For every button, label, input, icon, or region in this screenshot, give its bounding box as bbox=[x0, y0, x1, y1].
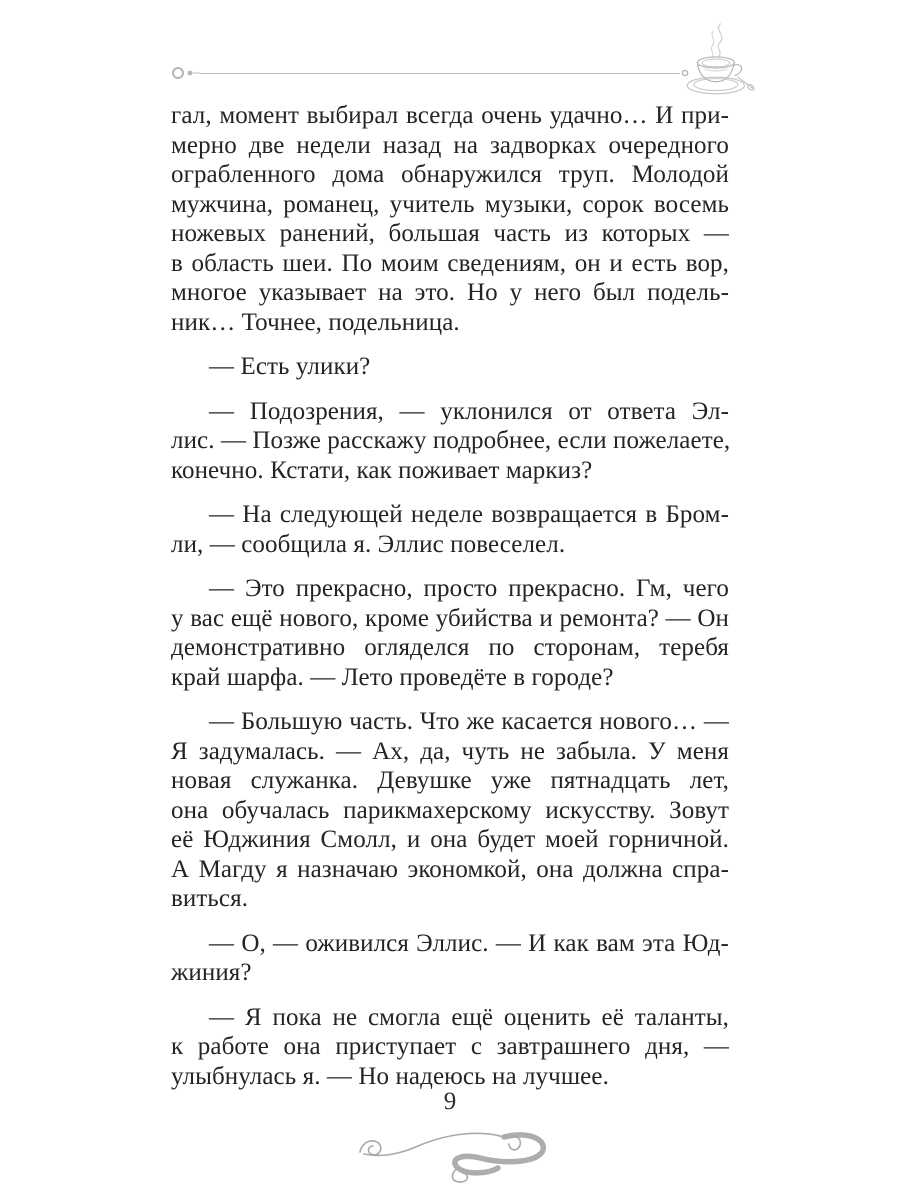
text-line: мерно две недели назад на задворках очередного bbox=[171, 131, 729, 159]
text-line: демонстративно огляделся по сторонам, теребя bbox=[171, 634, 729, 661]
divider-rule bbox=[200, 73, 680, 74]
page-number: 9 bbox=[443, 1088, 457, 1115]
text-line: ли, — сообщила я. Эллис повеселел. bbox=[171, 530, 566, 558]
body-text bbox=[171, 101, 729, 1106]
paragraph bbox=[171, 707, 729, 914]
text-line: у вас ещё нового, кроме убийства и ремонта? — Он bbox=[171, 604, 729, 632]
text-line: к работе она приступает с завтрашнего дня, — bbox=[171, 1033, 729, 1060]
text-line: ограбленного дома обнаружился труп. Молодой bbox=[171, 161, 729, 188]
paragraph bbox=[171, 929, 729, 988]
swirl-flourish-ornament-icon bbox=[350, 1120, 560, 1184]
text-line: ножевых ранений, большая часть из которых — bbox=[171, 220, 729, 247]
paragraph bbox=[171, 500, 729, 559]
paragraph bbox=[171, 101, 729, 337]
paragraph bbox=[171, 397, 729, 486]
text-line: лис. — Позже расскажу подробнее, если пожелаете, bbox=[171, 427, 731, 454]
text-line: её Юджиния Смолл, и она будет моей горничной. bbox=[171, 826, 729, 853]
text-line: — Большую часть. Что же касается нового… — bbox=[209, 708, 729, 735]
header-divider bbox=[170, 64, 690, 82]
text-line: — Я пока не смогла ещё оценить её таланты, bbox=[209, 1003, 729, 1031]
divider-left-ornament-icon bbox=[170, 64, 200, 82]
text-line: гал, момент выбирал всегда очень удачно… И при- bbox=[171, 102, 729, 129]
text-line: А Магду я назначаю экономкой, она должна спра- bbox=[171, 855, 729, 883]
text-line: мужчина, романец, учитель музыки, сорок восемь bbox=[171, 190, 729, 218]
text-line: многое указывает на это. Но у него был подель- bbox=[171, 279, 729, 306]
text-line: — Это прекрасно, просто прекрасно. Гм, чего bbox=[209, 575, 729, 602]
text-line: край шарфа. — Лето проведёте в городе? bbox=[171, 663, 614, 691]
text-line: — Есть улики? bbox=[209, 353, 371, 380]
paragraph bbox=[171, 574, 729, 692]
text-line: в область шеи. По моим сведениям, он и есть вор, bbox=[171, 249, 729, 277]
text-line: она обучалась парикмахерскому искусству. Зовут bbox=[171, 796, 729, 824]
text-line: Я задумалась. — Ах, да, чуть не забыла. У меня bbox=[171, 737, 729, 765]
text-line: — Подозрения, — уклонился от ответа Эл- bbox=[209, 397, 729, 425]
text-line: ник… Точнее, подельница. bbox=[171, 308, 460, 336]
text-line: конечно. Кстати, как поживает маркиз? bbox=[171, 456, 593, 484]
text-line: — На следующей неделе возвращается в Бром- bbox=[209, 501, 729, 528]
text-line: виться. bbox=[171, 885, 249, 912]
coffee-cup-icon bbox=[668, 18, 760, 106]
paragraph bbox=[171, 1003, 729, 1092]
text-line: — О, — оживился Эллис. — И как вам эта Юд- bbox=[209, 929, 729, 957]
paragraph bbox=[171, 352, 729, 382]
text-line: жиния? bbox=[171, 959, 252, 986]
text-line: улыбнулась я. — Но надеюсь на лучшее. bbox=[171, 1062, 609, 1090]
text-line: новая служанка. Девушке уже пятнадцать лет, bbox=[171, 767, 729, 794]
